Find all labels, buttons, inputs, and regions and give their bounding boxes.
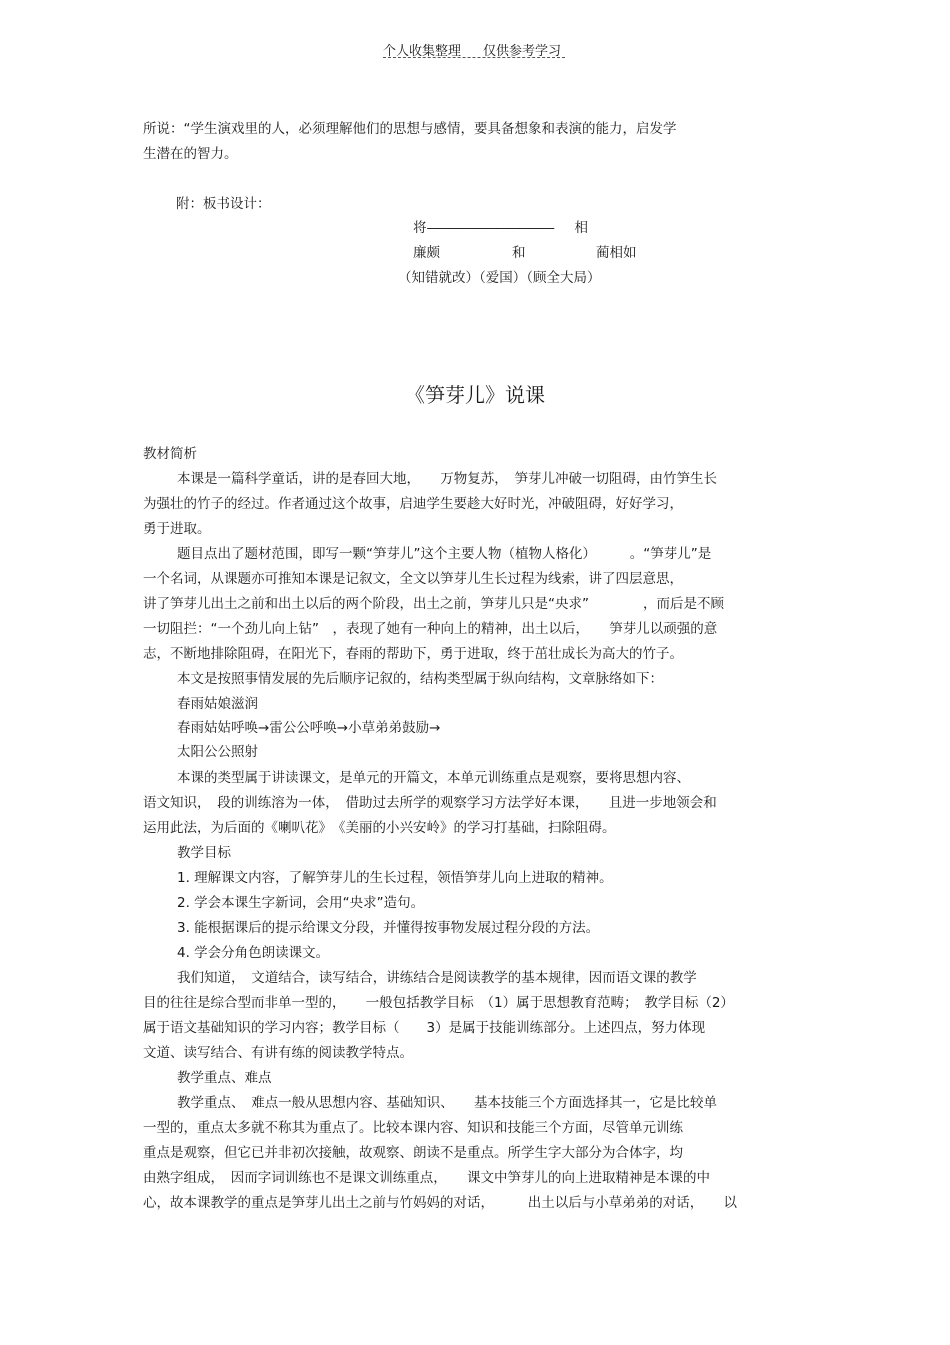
body-line: 4. 学会分角色朗读课文。 — [177, 945, 330, 961]
board-row-1-right: 相 — [574, 220, 588, 236]
body-line: 本文是按照事情发展的先后顺序记叙的，结构类型属于纵向结构，文章脉络如下： — [177, 671, 663, 687]
body-line: 教学重点、 难点一般从思想内容、基础知识、 基本技能三个方面选择其一，它是比较单 — [177, 1095, 717, 1111]
body-line: 心，故本课教学的重点是笋芽儿出土之前与竹妈妈的对话， 出土以后与小草弟弟的对话， 以 — [143, 1195, 737, 1211]
body-line: 春雨姑姑呼唤→雷公公呼唤→小草弟弟鼓励→ — [177, 720, 441, 736]
page-title: 《笋芽儿》说课 — [405, 383, 545, 407]
body-line: 勇于进取。 — [143, 521, 211, 537]
body-line: 由熟字组成， 因而字词训练也不是课文训练重点， 课文中笋芽儿的向上进取精神是本课的中 — [143, 1170, 710, 1186]
body-line: 我们知道， 文道结合，读写结合，讲练结合是阅读教学的基本规律，因而语文课的教学 — [177, 970, 697, 986]
header-right-text: 仅供参考学习 — [483, 44, 562, 59]
board-row-1-dash: ——————————— — [426, 220, 553, 236]
body-line: 目的往往是综合型而非单一型的， 一般包括教学目标 （1）属于思想教育范畴； 教学目标（2） — [143, 995, 734, 1011]
board-row-2-c: 蔺相如 — [596, 245, 637, 261]
board-row-1 — [413, 219, 588, 237]
board-row-3: （知错就改）（爱国）（顾全大局） — [398, 270, 601, 286]
header-divider — [383, 57, 565, 58]
body-line: 本课的类型属于讲读课文，是单元的开篇文，本单元训练重点是观察，要将思想内容、 — [177, 770, 690, 786]
body-line: 志，不断地排除阻碍，在阳光下，春雨的帮助下，勇于进取，终于茁壮成长为高大的竹子。 — [143, 646, 683, 662]
body-line: 3. 能根据课后的提示给课文分段，并懂得按事物发展过程分段的方法。 — [177, 920, 600, 936]
body-line: 属于语文基础知识的学习内容；教学目标（ 3）是属于技能训练部分。上述四点，努力体现 — [143, 1020, 706, 1036]
body-line: 太阳公公照射 — [177, 744, 258, 760]
intro-line-2: 生潜在的智力。 — [143, 146, 238, 162]
body-line: 本课是一篇科学童话，讲的是春回大地， 万物复苏， 笋芽儿冲破一切阻碍，由竹笋生长 — [177, 471, 717, 487]
body-line: 2. 学会本课生字新词，会用“央求”造句。 — [177, 895, 425, 911]
body-line: 教材简析 — [143, 446, 197, 462]
body-line: 语文知识， 段的训练溶为一体， 借助过去所学的观察学习方法学好本课， 且进一步地领会和 — [143, 795, 717, 811]
body-line: 重点是观察，但它已并非初次接触，故观察、朗读不是重点。所学生字大部分为合体字，均 — [143, 1145, 683, 1161]
body-line: 教学重点、难点 — [177, 1070, 272, 1086]
header-left-text: 个人收集整理 — [383, 44, 462, 59]
body-line: 教学目标 — [177, 845, 231, 861]
body-line: 文道、读写结合、有讲有练的阅读教学特点。 — [143, 1045, 413, 1061]
body-line: 一个名词，从课题亦可推知本课是记叙文，全文以笋芽儿生长过程为线索，讲了四层意思， — [143, 571, 683, 587]
body-line: 讲了笋芽儿出土之前和出土以后的两个阶段，出土之前，笋芽儿只是“央求” ，而后是不顾 — [143, 596, 724, 612]
body-line: 题目点出了题材范围，即写一颗“笋芽儿”这个主要人物（植物人格化） 。“笋芽儿”是 — [177, 546, 712, 562]
board-row-2-a: 廉颇 — [413, 245, 440, 261]
body-line: 一型的，重点太多就不称其为重点了。比较本课内容、知识和技能三个方面，尽管单元训练 — [143, 1120, 683, 1136]
board-row-2-b: 和 — [512, 245, 526, 261]
body-line: 为强壮的竹子的经过。作者通过这个故事，启迪学生要趁大好时光，冲破阻碍，好好学习， — [143, 496, 683, 512]
body-line: 一切阻拦：“一个劲儿向上钻” ，表现了她有一种向上的精神，出土以后， 笋芽儿以顽强的意 — [143, 621, 718, 637]
board-label: 附：板书设计： — [176, 196, 271, 212]
body-line: 运用此法，为后面的《喇叭花》 《美丽的小兴安岭》的学习打基础，扫除阻碍。 — [143, 820, 616, 836]
intro-line-1: 所说：“学生演戏里的人，必须理解他们的思想与感情，要具备想象和表演的能力，启发学 — [143, 121, 677, 137]
board-row-1-left: 将 — [413, 220, 427, 236]
body-line: 春雨姑娘滋润 — [177, 696, 258, 712]
body-line: 1. 理解课文内容，了解笋芽儿的生长过程，领悟笋芽儿向上进取的精神。 — [177, 870, 613, 886]
